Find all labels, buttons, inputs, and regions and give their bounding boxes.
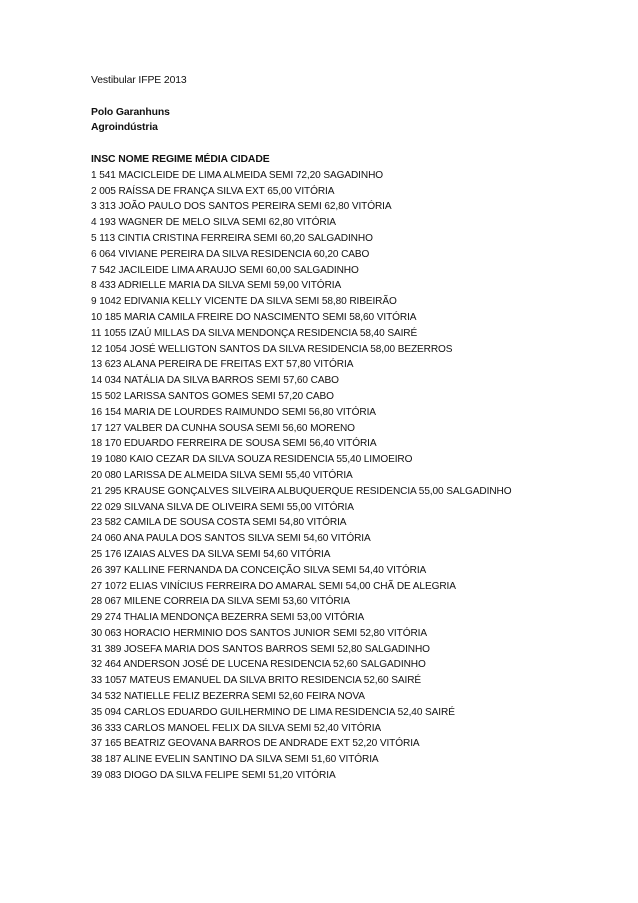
list-item: 17 127 VALBER DA CUNHA SOUSA SEMI 56,60 MORENO (91, 422, 355, 434)
list-item: 34 532 NATIELLE FELIZ BEZERRA SEMI 52,60 FEIRA NOVA (91, 691, 365, 703)
spacer (91, 89, 611, 105)
list-item: 33 1057 MATEUS EMANUEL DA SILVA BRITO RESIDENCIA 52,60 SAIRÉ (91, 675, 422, 687)
list-item: 37 165 BEATRIZ GEOVANA BARROS DE ANDRADE EXT 52,20 VITÓRIA (91, 738, 420, 750)
list-item: 16 154 MARIA DE LOURDES RAIMUNDO SEMI 56,80 VITÓRIA (91, 406, 376, 418)
list-item: 2 005 RAÍSSA DE FRANÇA SILVA EXT 65,00 VITÓRIA (91, 185, 335, 197)
list-item: 29 274 THALIA MENDONÇA BEZERRA SEMI 53,00 VITÓRIA (91, 612, 365, 624)
list-item: 39 083 DIOGO DA SILVA FELIPE SEMI 51,20 VITÓRIA (91, 770, 336, 782)
list-item: 23 582 CAMILA DE SOUSA COSTA SEMI 54,80 VITÓRIA (91, 517, 347, 529)
list-item: 25 176 IZAIAS ALVES DA SILVA SEMI 54,60 VITÓRIA (91, 548, 331, 560)
list-item: 8 433 ADRIELLE MARIA DA SILVA SEMI 59,00 VITÓRIA (91, 280, 342, 292)
list-item: 36 333 CARLOS MANOEL FELIX DA SILVA SEMI 52,40 VITÓRIA (91, 722, 382, 734)
list-item: 32 464 ANDERSON JOSÉ DE LUCENA RESIDENCIA 52,60 SALGADINHO (91, 659, 426, 671)
list-item: 19 1080 KAIO CEZAR DA SILVA SOUZA RESIDENCIA 55,40 LIMOEIRO (91, 454, 413, 466)
spacer (91, 136, 611, 152)
list-item: 3 313 JOÃO PAULO DOS SANTOS PEREIRA SEMI 62,80 VITÓRIA (91, 201, 392, 213)
list-item: 26 397 KALLINE FERNANDA DA CONCEIÇÃO SILVA SEMI 54,40 VITÓRIA (91, 564, 427, 576)
list-item: 5 113 CINTIA CRISTINA FERREIRA SEMI 60,20 SALGADINHO (91, 232, 373, 244)
list-item: 9 1042 EDIVANIA KELLY VICENTE DA SILVA SEMI 58,80 RIBEIRÃO (91, 296, 397, 308)
list-item: 7 542 JACILEIDE LIMA ARAUJO SEMI 60,00 SALGADINHO (91, 264, 359, 276)
campus-title: Polo Garanhuns (91, 106, 170, 118)
course-title: Agroindústria (91, 122, 158, 134)
list-item: 1 541 MACICLEIDE DE LIMA ALMEIDA SEMI 72,20 SAGADINHO (91, 169, 384, 181)
list-item: 10 185 MARIA CAMILA FREIRE DO NASCIMENTO SEMI 58,60 VITÓRIA (91, 311, 417, 323)
list-item: 11 1055 IZAÚ MILLAS DA SILVA MENDONÇA RESIDENCIA 58,40 SAIRÉ (91, 327, 418, 339)
list-item: 6 064 VIVIANE PEREIRA DA SILVA RESIDENCIA 60,20 CABO (91, 248, 370, 260)
list-item: 15 502 LARISSA SANTOS GOMES SEMI 57,20 CABO (91, 390, 334, 402)
list-item: 35 094 CARLOS EDUARDO GUILHERMINO DE LIMA RESIDENCIA 52,40 SAIRÉ (91, 706, 455, 718)
document-header: Vestibular IFPE 2013 (91, 75, 187, 86)
list-item: 30 063 HORACIO HERMINIO DOS SANTOS JUNIOR SEMI 52,80 VITÓRIA (91, 627, 427, 639)
list-item: 31 389 JOSEFA MARIA DOS SANTOS BARROS SEMI 52,80 SALGADINHO (91, 643, 430, 655)
list-item: 14 034 NATÁLIA DA SILVA BARROS SEMI 57,60 CABO (91, 375, 339, 387)
list-item: 18 170 EDUARDO FERREIRA DE SOUSA SEMI 56,40 VITÓRIA (91, 438, 377, 450)
list-item: 38 187 ALINE EVELIN SANTINO DA SILVA SEMI 51,60 VITÓRIA (91, 754, 379, 766)
list-item: 24 060 ANA PAULA DOS SANTOS SILVA SEMI 54,60 VITÓRIA (91, 533, 371, 545)
document-content (91, 73, 611, 784)
list-item: 13 623 ALANA PEREIRA DE FREITAS EXT 57,80 VITÓRIA (91, 359, 354, 371)
list-item: 21 295 KRAUSE GONÇALVES SILVEIRA ALBUQUERQUE RESIDENCIA 55,00 SALGADINHO (91, 485, 512, 497)
list-item: 4 193 WAGNER DE MELO SILVA SEMI 62,80 VITÓRIA (91, 217, 336, 229)
list-item: 28 067 MILENE CORREIA DA SILVA SEMI 53,60 VITÓRIA (91, 596, 350, 608)
list-item: 20 080 LARISSA DE ALMEIDA SILVA SEMI 55,40 VITÓRIA (91, 469, 353, 481)
list-item: 27 1072 ELIAS VINÍCIUS FERREIRA DO AMARAL SEMI 54,00 CHÃ DE ALEGRIA (91, 580, 456, 592)
list-item: 12 1054 JOSÉ WELLIGTON SANTOS DA SILVA RESIDENCIA 58,00 BEZERROS (91, 343, 453, 355)
list-item: 22 029 SILVANA SILVA DE OLIVEIRA SEMI 55,00 VITÓRIA (91, 501, 354, 513)
columns-header: INSC NOME REGIME MÉDIA CIDADE (91, 153, 270, 165)
results-list (91, 168, 611, 784)
